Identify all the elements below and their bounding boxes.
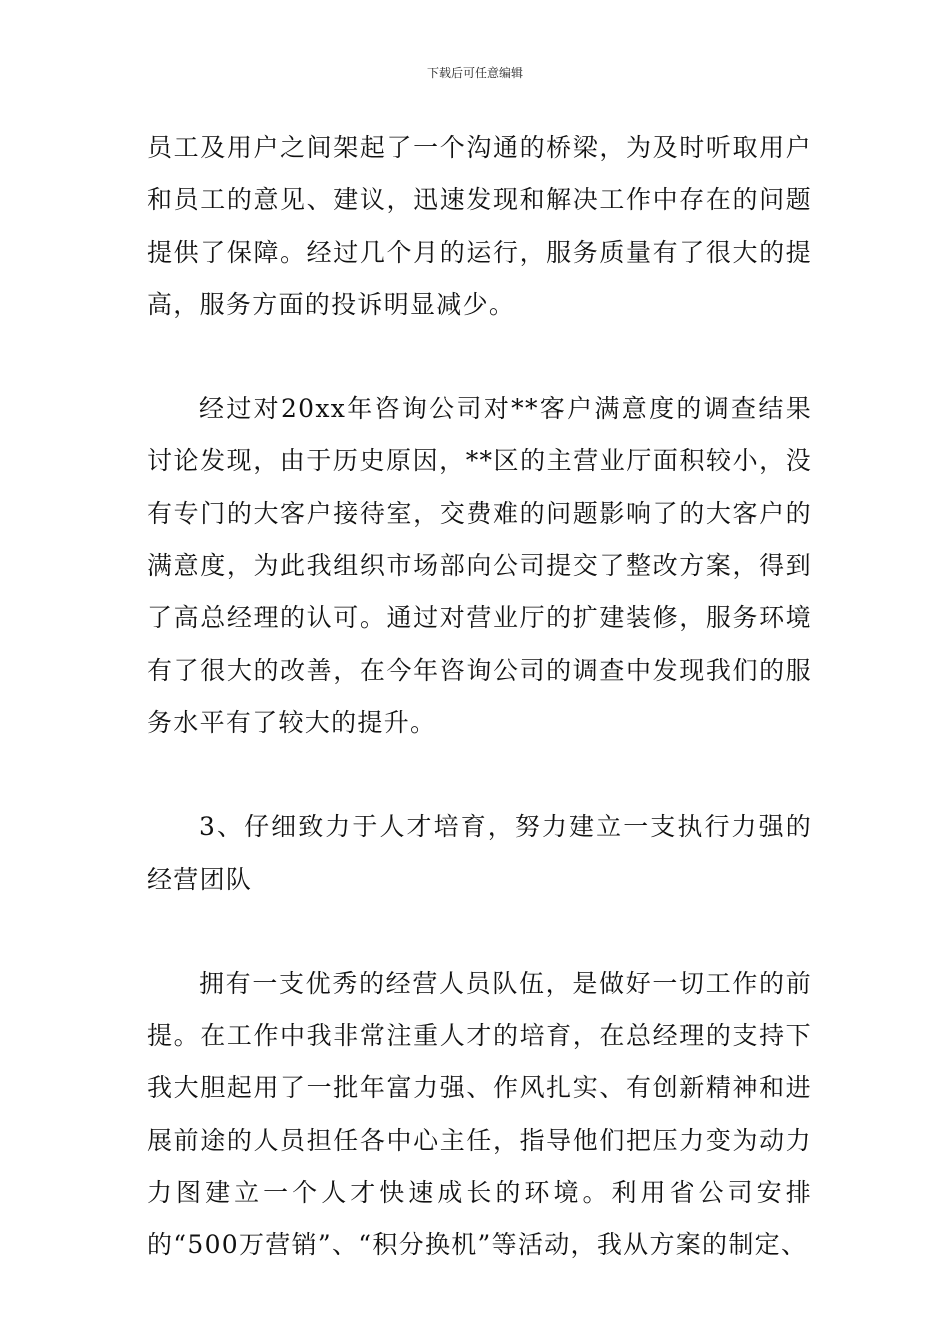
- document-body: [147, 122, 812, 1272]
- paragraph-customer-survey: 经过对20xx年咨询公司对**客户满意度的调查结果讨论发现，由于历史原因，**区的主营业厅面积较小，没有专门的大客户接待室，交费难的问题影响了的大客户的满意度，为此我组织市场部向公司提交了整改方案，得到了高总经理的认可。通过对营业厅的扩建装修，服务环境有了很大的改善，在今年咨询公司的调查中发现我们的服务水平有了较大的提升。: [147, 394, 812, 737]
- paragraph-talent-training: 拥有一支优秀的经营人员队伍，是做好一切工作的前提。在工作中我非常注重人才的培育，在总经理的支持下我大胆起用了一批年富力强、作风扎实、有创新精神和进展前途的人员担任各中心主任，指导他们把压力变为动力力图建立一个人才快速成长的环境。利用省公司安排的“500万营销”、“积分换机”等活动，我从方案的制定、: [147, 968, 812, 1260]
- page-header: 下载后可任意编辑: [426, 66, 523, 80]
- section-heading-talent: 3、仔细致力于人才培育，努力建立一支执行力强的经营团队: [147, 812, 812, 894]
- paragraph-continuation: 员工及用户之间架起了一个沟通的桥梁，为及时听取用户和员工的意见、建议，迅速发现和解决工作中存在的问题提供了保障。经过几个月的运行，服务质量有了很大的提高，服务方面的投诉明显减少。: [147, 133, 812, 319]
